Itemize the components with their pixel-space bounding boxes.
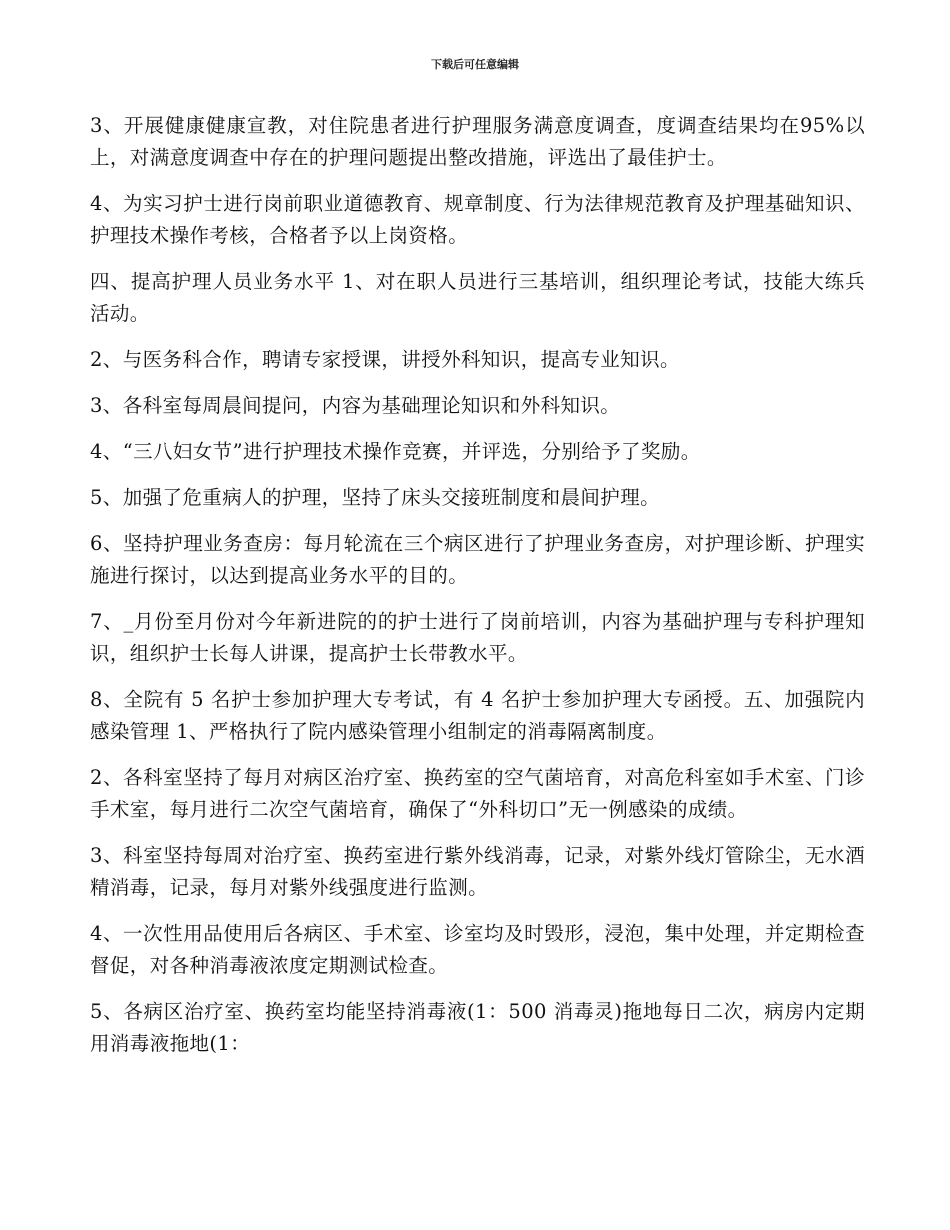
paragraph: 6、坚持护理业务查房：每月轮流在三个病区进行了护理业务查房，对护理诊断、护理实施进行探讨，以达到提高业务水平的目的。 xyxy=(90,532,865,587)
paragraph: 8、全院有 5 名护士参加护理大专考试，有 4 名护士参加护理大专函授。五、加强院内感染管理 1、严格执行了院内感染管理小组制定的消毒隔离制度。 xyxy=(90,688,865,743)
paragraph: 2、各科室坚持了每月对病区治疗室、换药室的空气菌培育，对高危科室如手术室、门诊手术室，每月进行二次空气菌培育，确保了“外科切口”无一例感染的成绩。 xyxy=(90,766,865,821)
document-body xyxy=(90,110,865,1074)
paragraph: 5、加强了危重病人的护理，坚持了床头交接班制度和晨间护理。 xyxy=(90,486,661,509)
paragraph: 2、与医务科合作，聘请专家授课，讲授外科知识，提高专业知识。 xyxy=(90,348,680,371)
paragraph: 7、_月份至月份对今年新进院的的护士进行了岗前培训，内容为基础护理与专科护理知识，组织护士长每人讲课，提高护士长带教水平。 xyxy=(90,610,865,665)
paragraph: 3、科室坚持每周对治疗室、换药室进行紫外线消毒，记录，对紫外线灯管除尘，无水酒精消毒，记录，每月对紫外线强度进行监测。 xyxy=(90,844,865,899)
paragraph: 4、一次性用品使用后各病区、手术室、诊室均及时毁形，浸泡，集中处理，并定期检查督促，对各种消毒液浓度定期测试检查。 xyxy=(90,922,865,977)
paragraph: 3、开展健康健康宣教，对住院患者进行护理服务满意度调查，度调查结果均在95%以上，对满意度调查中存在的护理问题提出整改措施，评选出了最佳护士。 xyxy=(90,114,865,169)
paragraph: 5、各病区治疗室、换药室均能坚持消毒液(1：500 消毒灵)拖地每日二次，病房内定期用消毒液拖地(1： xyxy=(90,1000,865,1055)
paragraph: 四、提高护理人员业务水平 1、对在职人员进行三基培训，组织理论考试，技能大练兵活动。 xyxy=(90,270,865,325)
page-header: 下载后可任意编辑 xyxy=(431,58,519,71)
paragraph: 3、各科室每周晨间提问，内容为基础理论知识和外科知识。 xyxy=(90,394,621,417)
paragraph: 4、为实习护士进行岗前职业道德教育、规章制度、行为法律规范教育及护理基础知识、护理技术操作考核，合格者予以上岗资格。 xyxy=(90,192,865,247)
paragraph: 4、“三八妇女节”进行护理技术操作竞赛，并评选，分别给予了奖励。 xyxy=(90,440,701,463)
